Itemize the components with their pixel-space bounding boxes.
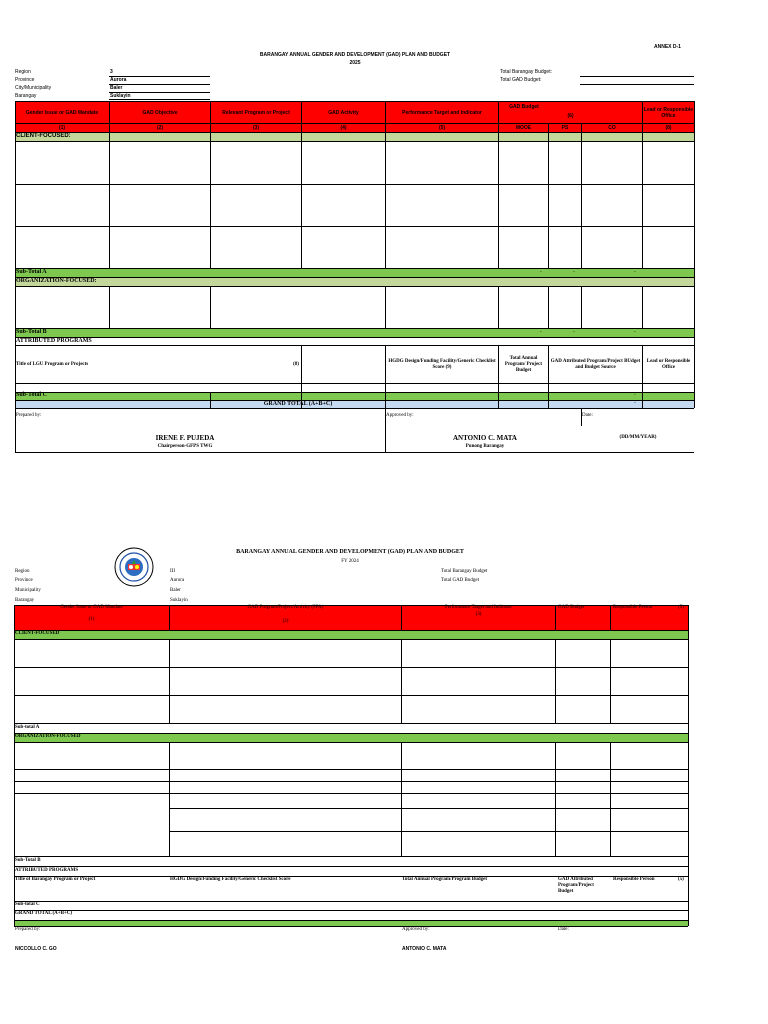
city-label: City/Municipality	[15, 85, 52, 91]
date-format: (DD/MM/YEAR)	[619, 435, 657, 440]
subtotal-a-mooe: -	[540, 269, 542, 275]
subtotal-a-ps: -	[573, 269, 575, 275]
header-num-6: (6)	[567, 113, 574, 119]
region-label: Region	[15, 69, 31, 75]
f2-date-label: Date:	[558, 927, 569, 932]
subtotal-c-band	[15, 392, 694, 400]
f2-header-num-2: (2)	[282, 619, 289, 624]
header-gender-issue: Gender Issue or GAD Mandate	[25, 110, 99, 116]
attr-total-budget-label: Total Annual Program/ Project Budget	[504, 356, 543, 373]
f2-total-gad-budget: Total GAD Budget	[441, 578, 479, 583]
approver-name: ANTONIO C. MATA	[453, 434, 517, 442]
total-gad-budget-label: Total GAD Budget:	[500, 77, 542, 83]
f2-subtotal-c-label: Sub-total C	[15, 902, 40, 907]
annex-label: ANNEX D-1	[654, 44, 681, 50]
province-label: Province	[15, 77, 35, 83]
f2-preparer-name: NICCOLLO C. GO	[15, 946, 57, 952]
header-performance-target: Performance Target and Indicator	[402, 110, 482, 116]
f2-header-gad-budget: GAD Budget	[558, 605, 585, 610]
header-num-4: (4)	[340, 125, 347, 131]
header-gad-objective: GAD Objective	[142, 110, 178, 116]
preparer-title: Chairperson-GFPS TWG	[157, 444, 213, 449]
client-focused-label: CLIENT-FOCUSED:	[16, 133, 71, 139]
f2-attr-gad-attributed: GAD Attributed Program/Project Budget	[558, 877, 594, 894]
f2-attr-responsible: Responsible Person	[613, 877, 655, 882]
f2-region-label: Region	[15, 569, 30, 574]
barangay-seal	[114, 547, 154, 587]
f2-client-focused-label: CLIENT-FOCUSED	[15, 631, 60, 636]
header-ps: PS	[561, 125, 569, 131]
org-focused-label: ORGANIZATION-FOCUSED:	[16, 278, 97, 284]
f2-attributed-label: ATTRIBUTED PROGRAMS	[15, 868, 79, 873]
subtotal-b-mooe: -	[540, 329, 542, 335]
total-barangay-budget-label: Total Barangay Budget:	[500, 69, 552, 75]
subtotal-b-label: Sub-Total B	[16, 329, 47, 335]
f2-header-performance: Performance Target and Indicator	[444, 605, 513, 610]
f2-org-focused-label: ORGANIZATION-FOCUSED	[15, 734, 81, 739]
f2-grand-total-label: GRAND TOTAL (A+B+C)	[15, 911, 73, 916]
prepared-by-label: Prepared by:	[16, 413, 42, 418]
approver-title: Punong Barangay	[465, 444, 505, 449]
attr-lead-office-label: Lead or Responsible Office	[646, 359, 691, 370]
attr-gad-attributed-label: GAD Attributed Program/Project BUdget and Budget Source	[550, 359, 641, 370]
attr-num-label: (8)	[293, 362, 299, 367]
f2-attr-num-5: (5)	[678, 877, 684, 882]
subtotal-b-band	[15, 328, 694, 337]
attributed-label: ATTRIBUTED PROGRAMS	[16, 338, 92, 344]
subtotal-a-co: -	[634, 269, 636, 275]
header-num-5: (5)	[438, 125, 446, 131]
f2-attr-hgdg: HGDG Design/Funding Facility/Generic Checklist Score	[170, 877, 291, 882]
subtotal-a-band	[15, 268, 694, 277]
header-gad-activity: GAD Activity	[328, 110, 359, 116]
f2-header-responsible: Responsible Person	[613, 605, 653, 610]
f2-attr-total-budget: Total Annual Program/Program Budget	[402, 877, 488, 882]
attr-title-label: Title of LGU Program or Projects	[16, 362, 89, 367]
grand-total-label: GRAND TOTAL (A+B+C)	[263, 400, 333, 407]
seal-icon	[114, 547, 154, 587]
f2-header-num-3: (3)	[475, 612, 482, 617]
f2-province-label: Province	[15, 578, 33, 583]
preparer-name: IRENE F. PUJEDA	[155, 434, 215, 442]
f2-subtotal-b-label: Sub-Total B	[15, 858, 41, 863]
f2-attr-title: Title of Barangay Program or Project	[15, 877, 96, 882]
f2-header-gender-issue: Gender Issue or GAD Mandate	[60, 605, 123, 610]
f2-subtotal-a-label: Sub-total A	[15, 725, 40, 730]
city-value: Baler	[110, 85, 123, 91]
f2-org-focused-band	[14, 733, 688, 742]
header-relevant-program: Relevant Program or Project	[222, 110, 290, 116]
f2-municipality-label: Municipality	[15, 588, 41, 593]
subtotal-c-total: -	[634, 392, 636, 398]
header-num-2: (2)	[156, 125, 164, 131]
f2-approver-name: ANTONIO C. MATA	[402, 946, 447, 952]
f2-total-barangay-budget: Total Barangay Budget	[441, 569, 488, 574]
header-co: CO	[608, 125, 616, 131]
f2-barangay-value: Suklayin	[170, 598, 188, 603]
grand-total-value: -	[634, 400, 636, 406]
attr-hgdg-label: HGDG Design/Funding Facility/Generic Checklist Score (9)	[388, 359, 496, 370]
org-focused-band	[15, 277, 694, 286]
header-num-8: (8)	[665, 125, 672, 131]
form2-title: BARANGAY ANNUAL GENDER AND DEVELOPMENT (GAD) PLAN AND BUDGET	[236, 549, 464, 555]
province-value: Aurora	[110, 77, 127, 83]
header-lead-office: Lead or Responsible Office	[643, 106, 694, 119]
header-gad-budget: GAD Budget	[509, 104, 539, 110]
barangay-label: Barangay	[15, 93, 37, 99]
f2-prepared-by: Prepared by:	[15, 927, 41, 932]
f2-header-num-1: (1)	[88, 617, 95, 622]
f2-header-ppa: GAD Program/Project/Activity (PPA)	[247, 605, 324, 610]
client-focused-band	[15, 132, 694, 141]
f2-province-value: Aurora	[170, 578, 185, 583]
f2-region-value: III	[170, 569, 175, 574]
header-num-3: (3)	[252, 125, 260, 131]
f2-client-focused-band	[14, 630, 688, 639]
date-label: Date:	[582, 413, 593, 418]
f2-header-num-5: (5)	[678, 605, 684, 610]
form1-year: 2025	[349, 60, 361, 66]
header-mooe: MOOE	[515, 125, 532, 131]
subtotal-a-label: Sub-Total A	[16, 269, 47, 275]
f2-municipality-value: Baler	[170, 588, 181, 593]
f2-approved-by: Approved by:	[402, 927, 430, 932]
barangay-value: Suklayin	[110, 93, 131, 99]
subtotal-b-co: -	[634, 329, 636, 335]
approved-by-label: Approved by:	[386, 413, 414, 418]
form1-title: BARANGAY ANNUAL GENDER AND DEVELOPMENT (GAD) PLAN AND BUDGET	[259, 52, 451, 58]
region-value: 3	[110, 69, 113, 75]
subtotal-b-ps: -	[573, 329, 575, 335]
form2-year: FY 2024	[341, 559, 359, 564]
subtotal-c-label: Sub-Total C	[16, 392, 47, 398]
header-num-1: (1)	[58, 125, 66, 131]
f2-barangay-label: Barangay	[15, 598, 35, 603]
